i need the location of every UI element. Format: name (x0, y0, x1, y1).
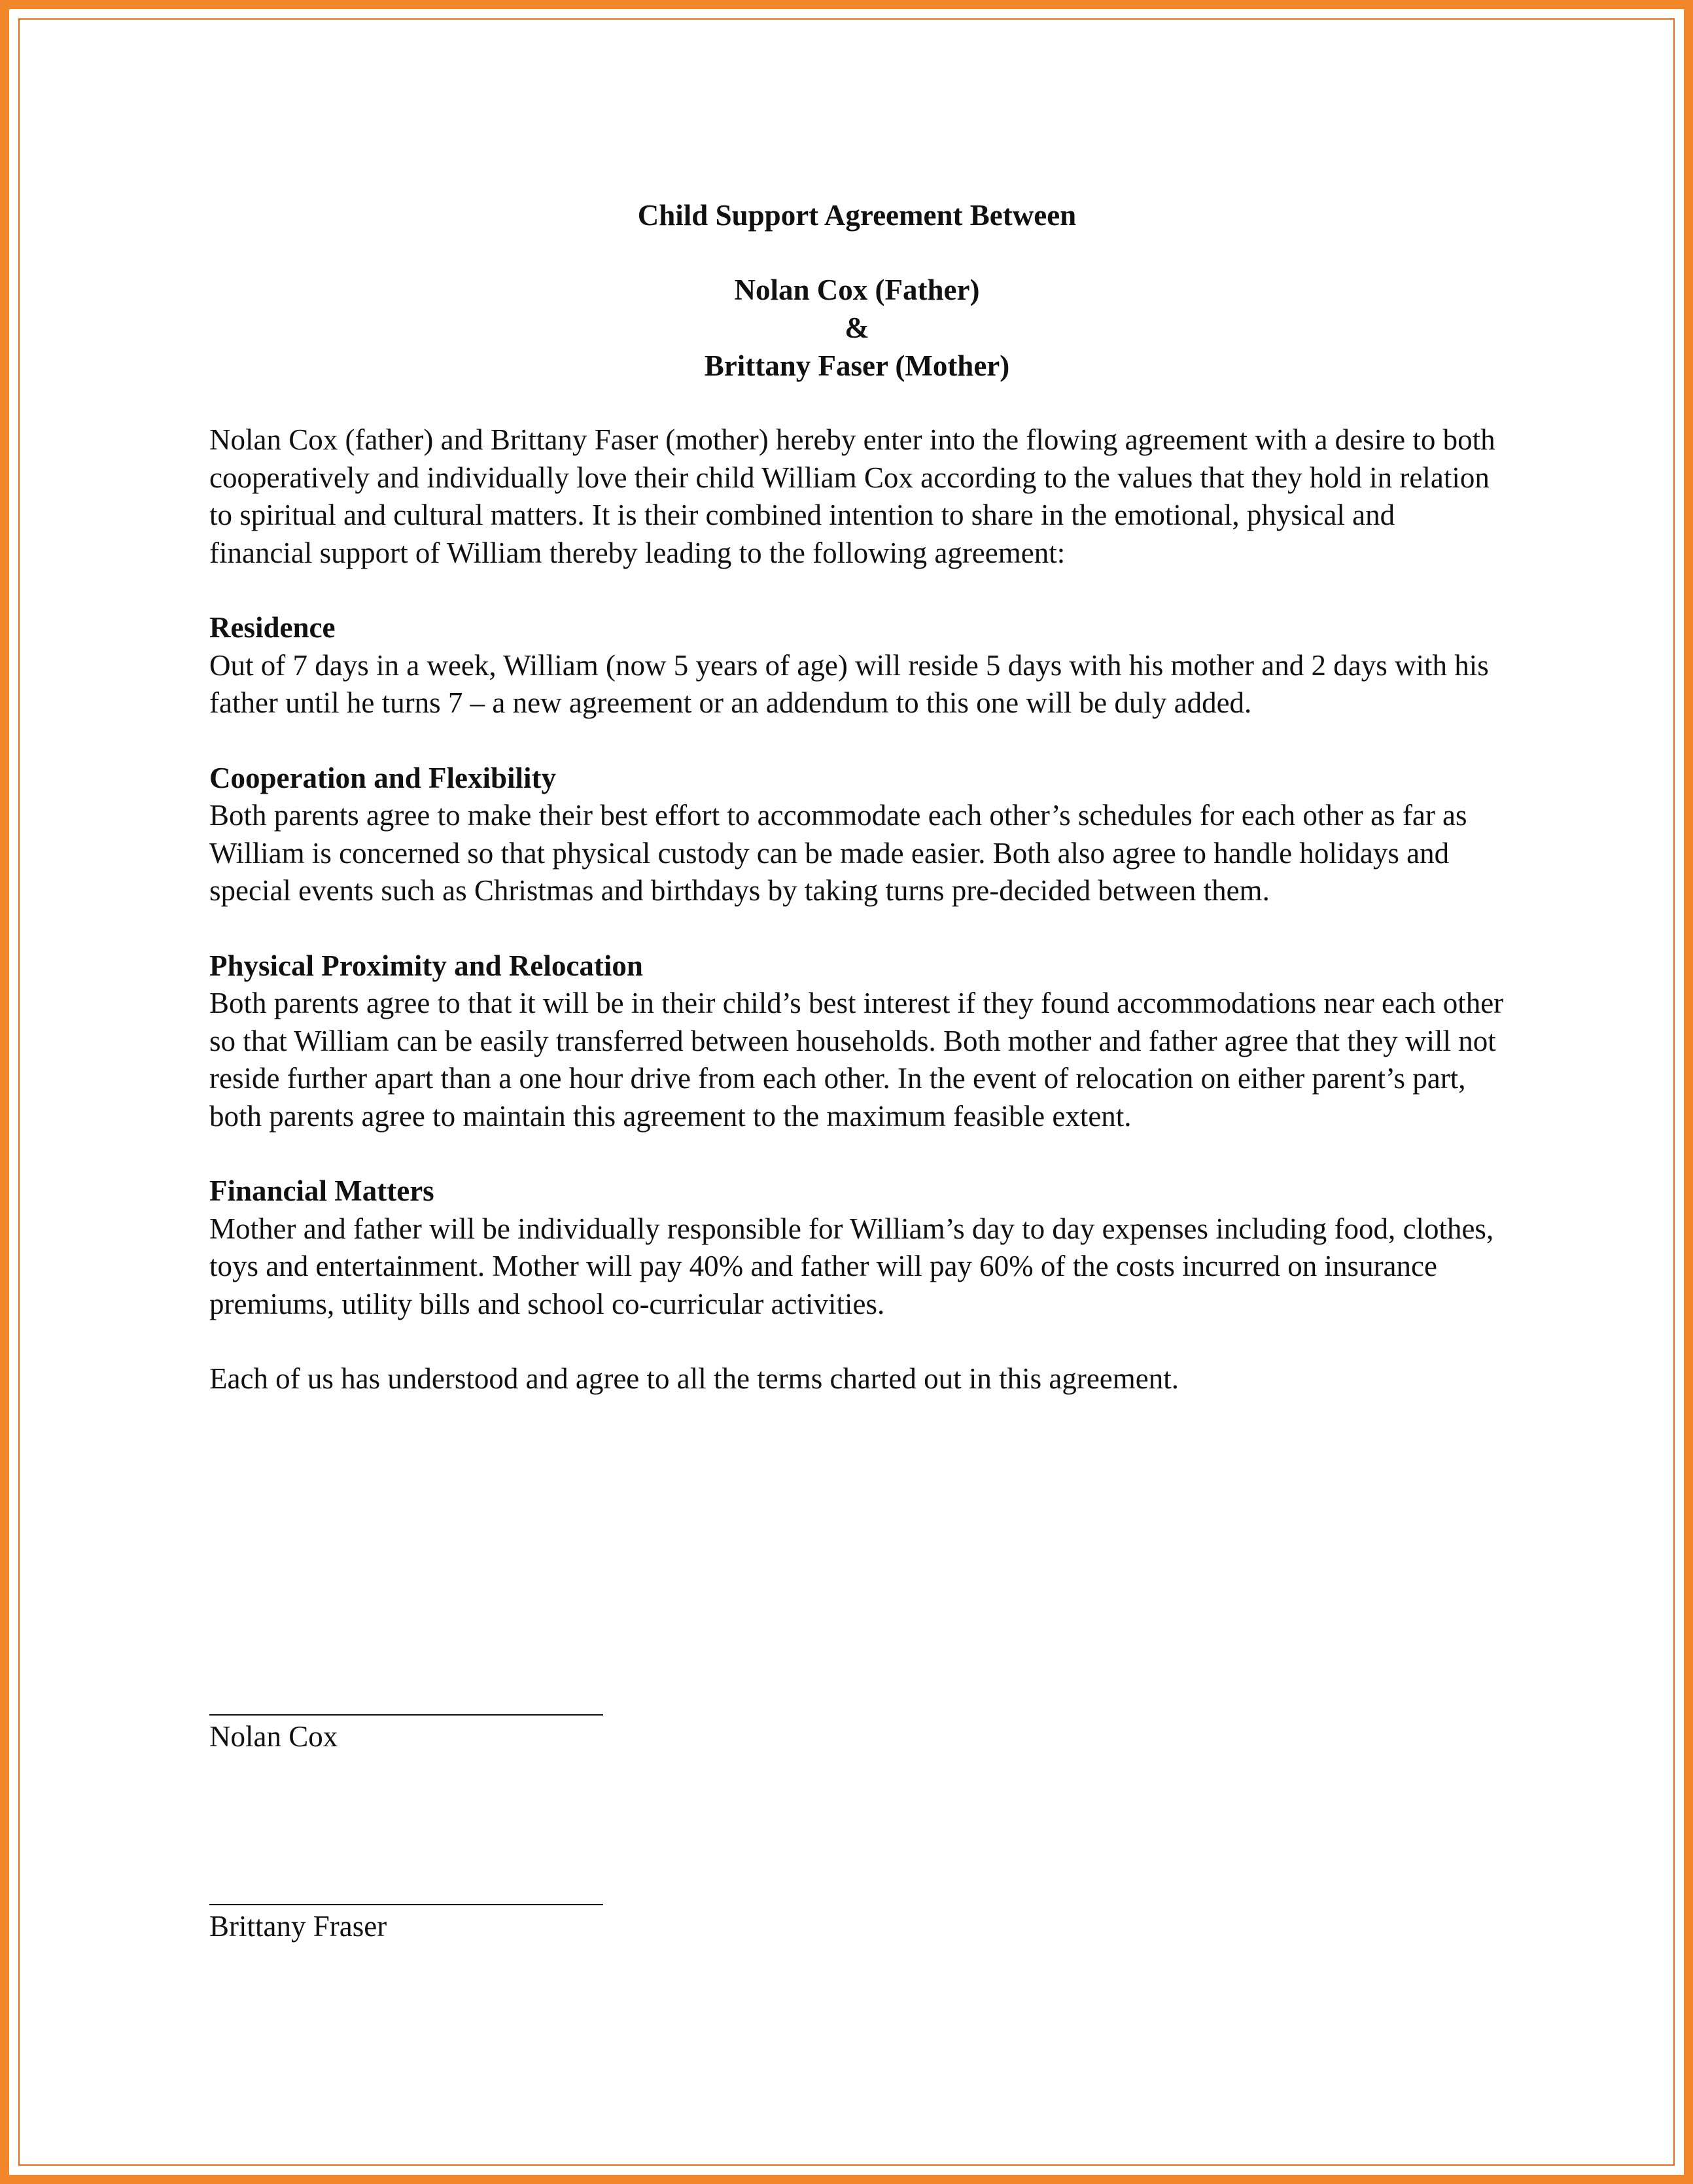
section-title: Residence (209, 611, 336, 644)
party-ampersand: & (845, 311, 869, 344)
section-body: Out of 7 days in a week, William (now 5 years of age) will reside 5 days with his mother and 2 days with his father until he turns 7 – a new agreement or an addendum to this one will be duly added. (209, 648, 1489, 719)
signature-block-mother (209, 1904, 603, 1945)
section-title: Physical Proximity and Relocation (209, 949, 643, 982)
signature-line (209, 1714, 603, 1716)
document-title: Child Support Agreement Between (637, 199, 1077, 232)
section-financial (209, 1172, 1505, 1323)
section-body: Both parents agree to that it will be in their child’s best interest if they found accommodations near each other so that William can be easily transferred between households. Both mother and father agree that they will not reside further apart than a one hour drive from each other. In the event of relocation on either parent’s part, both parents agree to maintain this agreement to the maximum feasible extent. (209, 987, 1504, 1133)
party-father: Nolan Cox (Father) (734, 273, 980, 306)
section-proximity (209, 947, 1505, 1136)
signature-block-father (209, 1714, 603, 1755)
section-cooperation (209, 760, 1505, 910)
document-page (209, 196, 1505, 1943)
closing-statement: Each of us has understood and agree to all the terms charted out in this agreement. (209, 1362, 1179, 1395)
parties-heading (209, 271, 1505, 385)
signature-line (209, 1904, 603, 1905)
party-mother: Brittany Faser (Mother) (704, 349, 1010, 382)
signature-name: Brittany Fraser (209, 1910, 387, 1943)
section-title: Financial Matters (209, 1174, 434, 1207)
section-residence (209, 609, 1505, 722)
signature-name: Nolan Cox (209, 1720, 338, 1753)
section-title: Cooperation and Flexibility (209, 761, 557, 794)
section-body: Mother and father will be individually responsible for William’s day to day expenses including food, clothes, toys and entertainment. Mother will pay 40% and father will pay 60% of the costs incurred on insurance premiums, utility bills and school co-curricular activities. (209, 1212, 1494, 1320)
intro-paragraph: Nolan Cox (father) and Brittany Faser (mother) hereby enter into the flowing agreement with a desire to both cooperatively and individually love their child William Cox according to the values that they hold in relation to spiritual and cultural matters. It is their combined intention to share in the emotional, physical and financial support of William thereby leading to the following agreement: (209, 423, 1495, 569)
section-body: Both parents agree to make their best effort to accommodate each other’s schedules for each other as far as William is concerned so that physical custody can be made easier. Both also agree to handle holidays and special events such as Christmas and birthdays by taking turns pre-decided between them. (209, 799, 1467, 907)
